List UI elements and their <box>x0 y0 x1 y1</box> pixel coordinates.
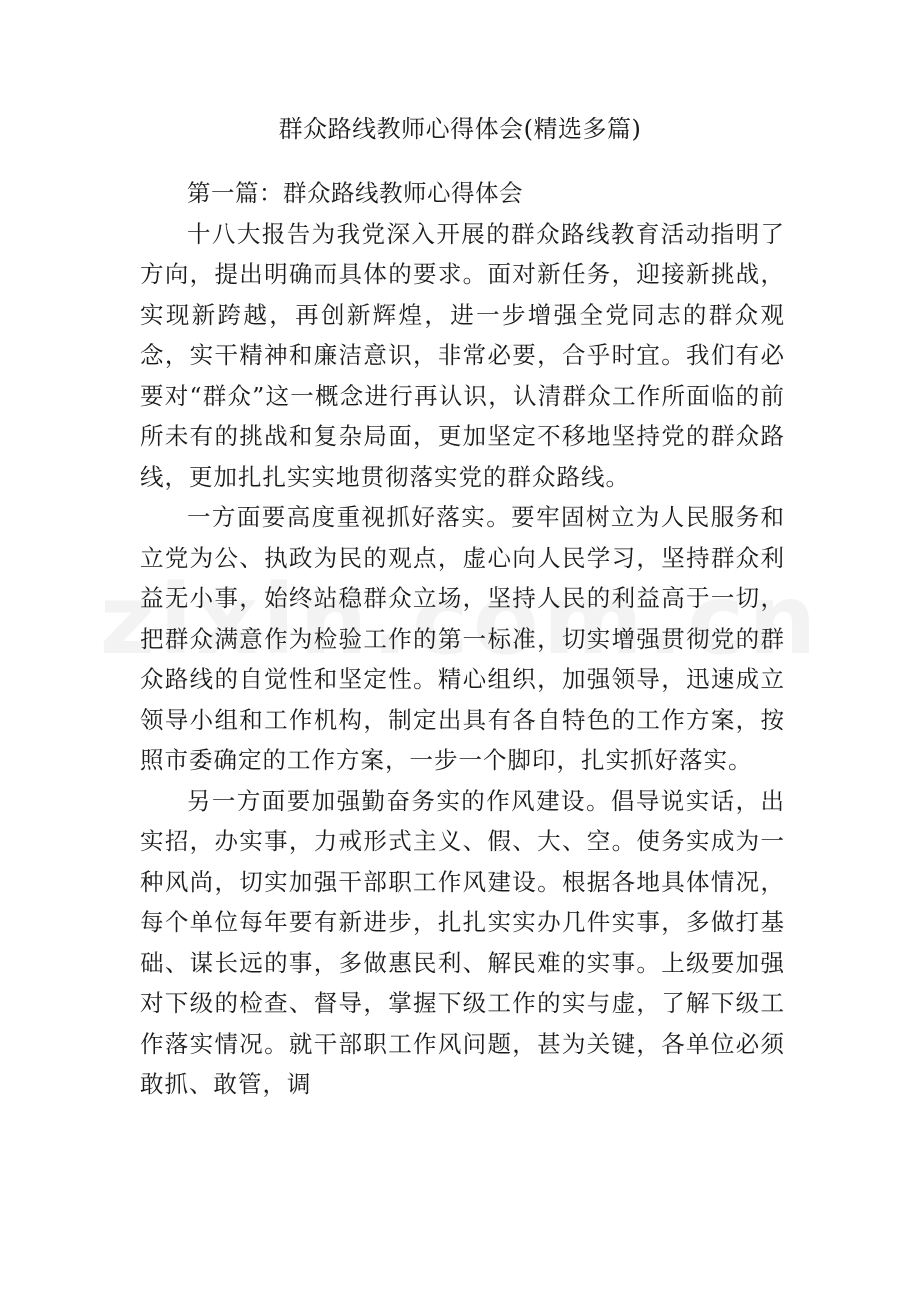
paragraph-2: 一方面要高度重视抓好落实。要牢固树立为人民服务和立党为公、执政为民的观点，虚心向人民学习，坚持群众利益无小事，始终站稳群众立场，坚持人民的利益高于一切，把群众满意作为检验工作的第一标准，切实增强贯彻党的群众路线的自觉性和坚定性。精心组织，加强领导，迅速成立领导小组和工作机构，制定出具有各自特色的工作方案，按照市委确定的工作方案，一步一个脚印，扎实抓好落实。 <box>140 503 785 774</box>
document-title: 群众路线教师心得体会(精选多篇) <box>278 115 642 143</box>
paragraph-3: 另一方面要加强勤奋务实的作风建设。倡导说实话，出实招，办实事，力戒形式主义、假、大、空。使务实成为一种风尚，切实加强干部职工作风建设。根据各地具体情况，每个单位每年要有新进步，扎扎实实办几件实事，多做打基础、谋长远的事，多做惠民利、解民难的实事。上级要加强对下级的检查、督导，掌握下级工作的实与虚，了解下级工作落实情况。就干部职工作风问题，甚为关键，各单位必须敢抓、敢管，调 <box>140 786 785 1098</box>
paragraph-1: 十八大报告为我党深入开展的群众路线教育活动指明了方向，提出明确而具体的要求。面对新任务，迎接新挑战，实现新跨越，再创新辉煌，进一步增强全党同志的群众观念，实干精神和廉洁意识，非常必要，合乎时宜。我们有必要对“群众”这一概念进行再认识，认清群众工作所面临的前所未有的挑战和复杂局面，更加坚定不移地坚持党的群众路线，更加扎扎实实地贯彻落实党的群众路线。 <box>140 219 785 491</box>
document-body <box>140 173 785 1105</box>
section-heading: 第一篇：群众路线教师心得体会 <box>187 179 523 207</box>
